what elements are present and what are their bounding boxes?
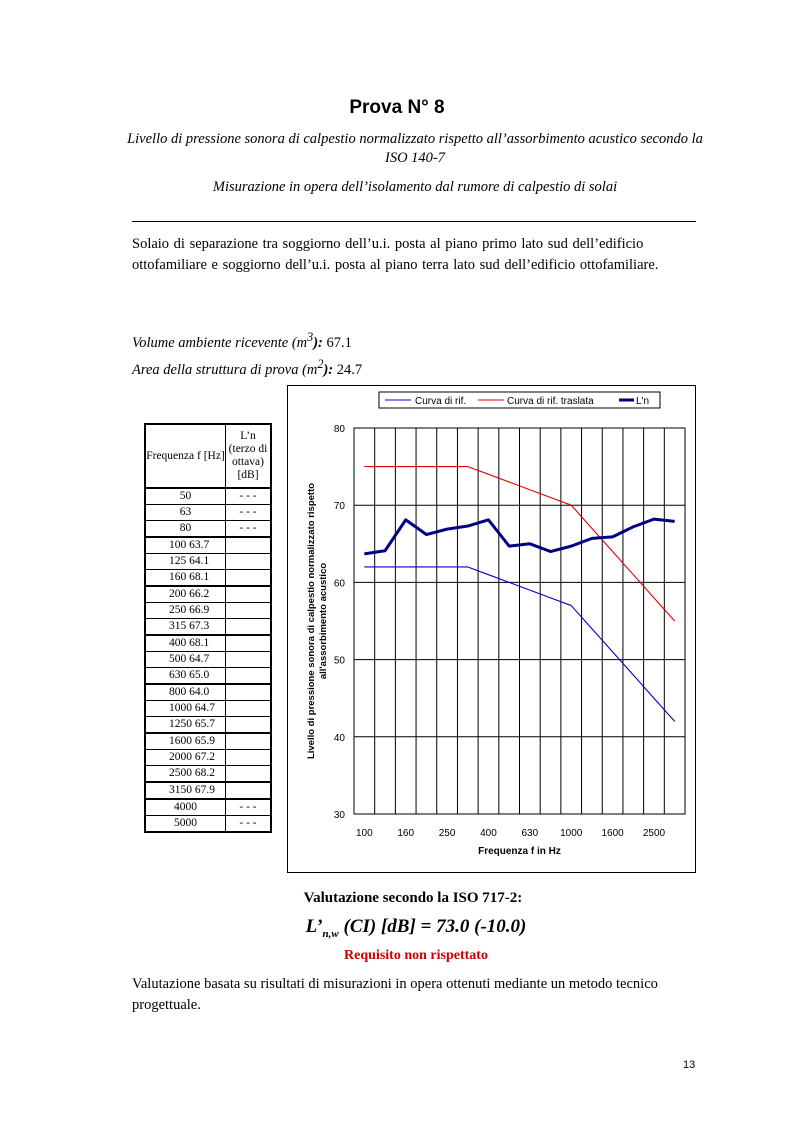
cell-empty	[226, 652, 272, 668]
cell-frequency-level	[145, 554, 226, 570]
divider	[132, 221, 696, 222]
cell-frequency-level	[145, 619, 226, 636]
cell-frequency-level	[145, 717, 226, 734]
cell-frequency-level	[145, 766, 226, 783]
subtitle-standard: Livello di pressione sonora di calpestio normalizzato rispetto all’assorbimento acustico secondo la ISO 140-7	[127, 131, 703, 166]
frequency-value: 3150	[169, 784, 192, 796]
level-value: 65.0	[189, 669, 210, 681]
table-row	[145, 570, 271, 587]
level-value: 66.9	[189, 604, 210, 616]
table-row	[145, 684, 271, 701]
y-tick-label: 60	[333, 578, 345, 590]
cell-frequency: 50	[145, 488, 226, 505]
frequency-value: 2500	[169, 767, 192, 779]
cell-empty	[226, 684, 272, 701]
cell-empty	[226, 717, 272, 734]
y-axis-label-line: all'assorbimento acustico	[318, 562, 329, 680]
cell-empty	[226, 554, 272, 570]
frequency-table	[144, 423, 272, 833]
y-tick-label: 30	[333, 810, 345, 821]
x-tick-label: 250	[438, 828, 456, 839]
cell-frequency-level	[145, 537, 226, 554]
frequency-value: 160	[169, 571, 187, 583]
table-header-row	[145, 424, 271, 488]
area-value: 24.7	[336, 361, 363, 378]
level-value: 64.1	[189, 555, 210, 567]
x-tick-label: 160	[397, 828, 415, 839]
y-tick-label: 50	[333, 655, 345, 667]
cell-empty	[226, 766, 272, 783]
cell-empty	[226, 537, 272, 554]
frequency-value: 1250	[169, 718, 192, 730]
cell-empty	[226, 750, 272, 766]
cell-level: - - -	[226, 521, 272, 538]
table-row	[145, 750, 271, 766]
area-label: Area della struttura di prova (m	[132, 361, 318, 378]
table-row	[145, 619, 271, 636]
param-area	[132, 357, 362, 379]
level-value: 67.2	[194, 751, 215, 763]
cell-frequency-level	[145, 750, 226, 766]
level-value: 68.1	[189, 637, 210, 649]
table-row	[145, 586, 271, 603]
eval-lhs: L’	[305, 916, 323, 937]
x-axis-label: Frequenza f in Hz	[478, 846, 561, 857]
volume-exp: 3	[307, 330, 314, 344]
table-row	[145, 717, 271, 734]
subtitle-measurement: Misurazione in opera dell’isolamento dal rumore di calpestio di solai	[212, 179, 618, 195]
frequency-value: 250	[169, 604, 187, 616]
cell-frequency: 80	[145, 521, 226, 538]
level-value: 64.7	[194, 702, 215, 714]
eval-rhs: (CI) [dB] = 73.0 (-10.0)	[338, 916, 527, 937]
frequency-value: 100	[169, 539, 187, 551]
frequency-value: 500	[169, 653, 187, 665]
page-title: Prova N° 8	[349, 97, 445, 118]
frequency-value: 1600	[169, 735, 192, 747]
evaluation-result: Requisito non rispettato	[344, 948, 488, 963]
volume-label: Volume ambiente ricevente (m	[132, 334, 308, 351]
cell-empty	[226, 619, 272, 636]
test-description: Solaio di separazione tra soggiorno dell’u.i. posta al piano primo lato sud dell’edificio ottofamiliare e soggiorno dell’u.i. posta al piano terra lato sud dell’edificio ottofamiliare.	[132, 236, 659, 273]
eval-sub: n,w	[322, 927, 339, 940]
y-tick-label: 70	[333, 501, 345, 513]
y-tick-label: 80	[333, 424, 345, 435]
cell-frequency-level	[145, 603, 226, 619]
chart-frame	[287, 385, 696, 873]
cell-empty	[226, 635, 272, 652]
cell-empty	[226, 782, 272, 799]
level-value: 66.2	[189, 588, 210, 600]
cell-empty	[226, 586, 272, 603]
cell-frequency-level	[145, 570, 226, 587]
cell-frequency: 63	[145, 505, 226, 521]
header-frequency: Frequenza f [Hz]	[145, 424, 226, 488]
evaluation-note: Valutazione basata su risultati di misurazioni in opera ottenuti mediante un metodo tecnico progettuale.	[132, 976, 658, 1013]
y-axis-label-line: Livello di pressione sonora di calpestio normalizzato rispetto	[306, 482, 317, 760]
cell-frequency-level	[145, 635, 226, 652]
table-row	[145, 505, 271, 521]
frequency-value: 2000	[169, 751, 192, 763]
level-value: 68.1	[189, 571, 210, 583]
table-row	[145, 701, 271, 717]
frequency-value: 630	[169, 669, 187, 681]
cell-frequency-level	[145, 701, 226, 717]
cell-empty	[226, 701, 272, 717]
page-number: 13	[683, 1059, 696, 1071]
table-row	[145, 603, 271, 619]
param-volume	[132, 330, 352, 352]
frequency-value: 1000	[169, 702, 192, 714]
level-value: 65.9	[194, 735, 215, 747]
cell-frequency-level	[145, 652, 226, 668]
legend-label: Curva di rif.	[415, 396, 467, 407]
frequency-value: 200	[169, 588, 187, 600]
table-row	[145, 782, 271, 799]
cell-level: - - -	[226, 488, 272, 505]
cell-frequency-level	[145, 782, 226, 799]
table-row	[145, 766, 271, 783]
level-value: 64.7	[189, 653, 210, 665]
level-value: 67.3	[189, 620, 210, 632]
cell-frequency-level	[145, 586, 226, 603]
cell-empty	[226, 733, 272, 750]
table-row	[145, 816, 271, 833]
volume-value: 67.1	[326, 334, 352, 351]
table-row	[145, 554, 271, 570]
level-value: 67.9	[194, 784, 215, 796]
y-axis-label	[306, 483, 329, 759]
table-row	[145, 537, 271, 554]
cell-empty	[226, 603, 272, 619]
table-row	[145, 652, 271, 668]
frequency-value: 400	[169, 637, 187, 649]
cell-empty	[226, 668, 272, 685]
table-row	[145, 488, 271, 505]
table-row	[145, 635, 271, 652]
level-value: 63.7	[189, 539, 210, 551]
evaluation-title: Valutazione secondo la ISO 717-2:	[303, 890, 523, 906]
x-tick-label: 630	[521, 828, 539, 839]
frequency-value: 125	[169, 555, 187, 567]
level-value: 64.0	[189, 686, 210, 698]
level-value: 68.2	[194, 767, 215, 779]
area-label-end: ):	[323, 361, 334, 378]
level-chart	[288, 386, 695, 872]
cell-frequency: 4000	[145, 799, 226, 816]
legend-label: Curva di rif. traslata	[507, 396, 594, 407]
legend-label: L'n	[636, 396, 650, 407]
header-level: L’n (terzo di ottava) [dB]	[226, 424, 272, 488]
volume-label-end: ):	[313, 334, 323, 351]
cell-frequency: 5000	[145, 816, 226, 833]
cell-frequency-level	[145, 668, 226, 685]
table-row	[145, 521, 271, 538]
cell-empty	[226, 570, 272, 587]
x-tick-label: 1000	[560, 828, 583, 839]
table-row	[145, 733, 271, 750]
table-row	[145, 799, 271, 816]
x-tick-label: 100	[356, 828, 373, 839]
area-exp: 2	[317, 357, 324, 371]
x-tick-label: 400	[480, 828, 497, 839]
cell-level: - - -	[226, 799, 272, 816]
level-value: 65.7	[194, 718, 215, 730]
table-row	[145, 668, 271, 685]
frequency-value: 315	[169, 620, 187, 632]
cell-frequency-level	[145, 733, 226, 750]
cell-level: - - -	[226, 816, 272, 833]
y-tick-label: 40	[333, 732, 345, 744]
x-tick-label: 1600	[601, 828, 624, 839]
frequency-value: 800	[169, 686, 187, 698]
cell-frequency-level	[145, 684, 226, 701]
cell-level: - - -	[226, 505, 272, 521]
evaluation-value	[0, 916, 794, 940]
x-tick-label: 2500	[642, 828, 666, 839]
